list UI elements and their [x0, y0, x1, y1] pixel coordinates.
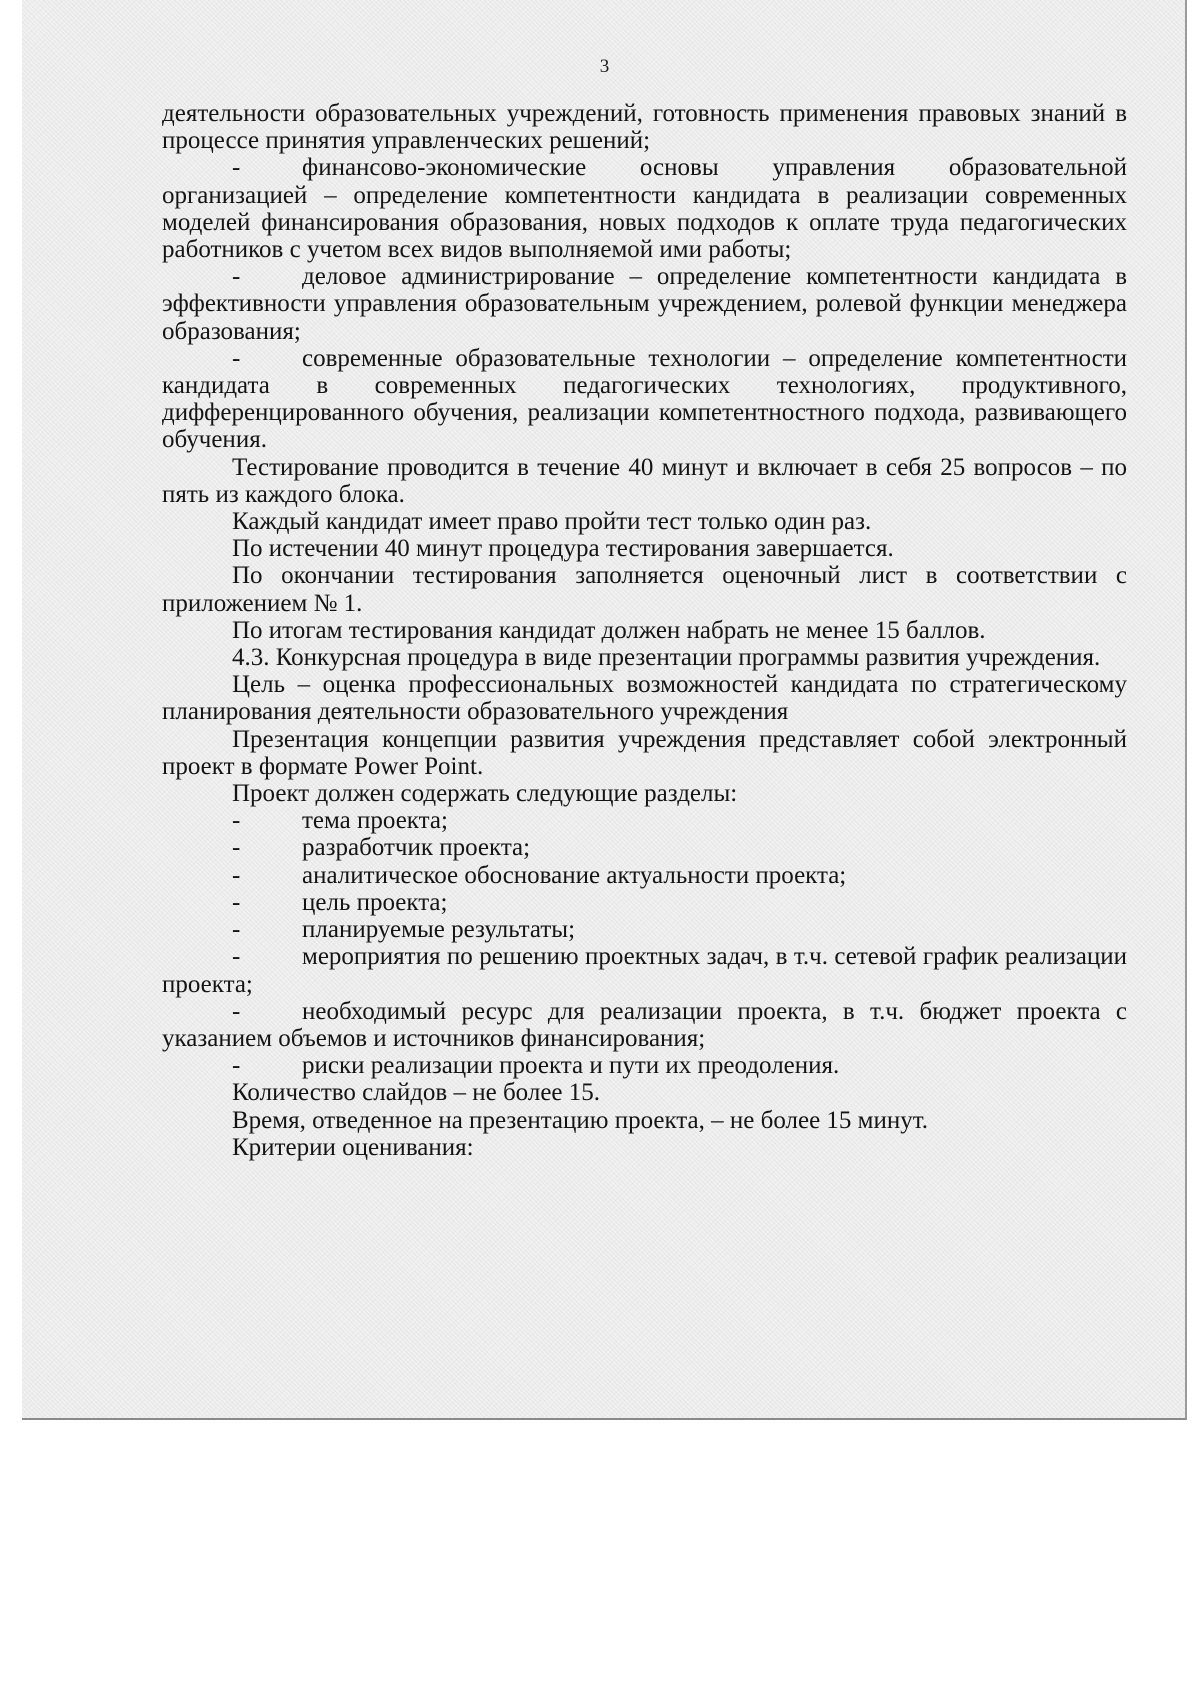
list-dash: - [232, 834, 241, 862]
document-body [162, 100, 1127, 1161]
list-item-text: деловое администрирование – определение компетентности кандидата в эффективности управления образовательным учреждением, ролевой функции менеджера образования; [162, 263, 1127, 345]
list-item [162, 807, 1127, 834]
list-item-text: мероприятия по решению проектных задач, в т.ч. сетевой график реализации проекта; [162, 943, 1127, 998]
list-dash: - [232, 943, 241, 971]
paragraph: Цель – оценка профессиональных возможностей кандидата по стратегическому планирования деятельности образовательного учреждения [162, 671, 1127, 726]
paragraph: По итогам тестирования кандидат должен набрать не менее 15 баллов. [232, 616, 986, 644]
list-item [162, 889, 1127, 916]
paragraph: 4.3. Конкурсная процедура в виде презентации программы развития учреждения. [232, 644, 1101, 672]
list-item [162, 998, 1127, 1052]
list-item-text: цель проекта; [302, 888, 448, 916]
paragraph: Количество слайдов – не более 15. [232, 1079, 601, 1107]
list-item [162, 263, 1127, 345]
paragraph: Критерии оценивания: [232, 1133, 474, 1161]
paragraph: деятельности образовательных учреждений, готовность применения правовых знаний в процессе принятия управленческих решений; [162, 100, 1127, 155]
document-page [22, 0, 1187, 1420]
list-item-text: разработчик проекта; [302, 834, 531, 862]
list-dash: - [232, 861, 241, 889]
page-number: 3 [599, 56, 610, 77]
paragraph: Тестирование проводится в течение 40 минут и включает в себя 25 вопросов – по пять из каждого блока. [162, 453, 1127, 508]
list-item-text: современные образовательные технологии – определение компетентности кандидата в современных педагогических технологиях, продуктивного, дифференцированного обучения, реализации компетентностного подхода, развивающего обучения. [162, 344, 1127, 454]
list-dash: - [232, 807, 241, 835]
list-dash: - [232, 263, 241, 291]
paragraph: Проект должен содержать следующие разделы: [232, 780, 738, 808]
paragraph: По истечении 40 минут процедура тестирования завершается. [232, 535, 894, 563]
list-dash: - [232, 154, 241, 182]
list-item-text: финансово-экономические основы управления образовательной организацией – определение компетентности кандидата в реализации современных моделей финансирования образования, новых подходов к оплате труда педагогических работников с учетом всех видов выполняемой ими работы; [162, 154, 1127, 264]
list-item-text: риски реализации проекта и пути их преодоления. [302, 1052, 840, 1080]
list-item-text: тема проекта; [302, 807, 448, 835]
paragraph: Время, отведенное на презентацию проекта, – не более 15 минут. [232, 1106, 929, 1134]
paragraph: По окончании тестирования заполняется оценочный лист в соответствии с приложением № 1. [162, 562, 1127, 617]
list-item [162, 943, 1127, 997]
list-item [162, 154, 1127, 263]
paragraph: Каждый кандидат имеет право пройти тест только один раз. [232, 508, 872, 536]
list-dash: - [232, 888, 241, 916]
list-item [162, 916, 1127, 943]
list-item-text: планируемые результаты; [302, 916, 576, 944]
list-dash: - [232, 916, 241, 944]
list-dash: - [232, 344, 241, 372]
list-item-text: необходимый ресурс для реализации проекта, в т.ч. бюджет проекта с указанием объемов и источников финансирования; [162, 997, 1127, 1052]
list-item [162, 834, 1127, 861]
list-dash: - [232, 997, 241, 1025]
list-item [162, 862, 1127, 889]
paragraph: Презентация концепции развития учреждения представляет собой электронный проект в формате Power Point. [162, 725, 1127, 780]
list-item-text: аналитическое обоснование актуальности проекта; [302, 861, 847, 889]
list-item [162, 1052, 1127, 1079]
list-item [162, 345, 1127, 454]
list-dash: - [232, 1052, 241, 1080]
